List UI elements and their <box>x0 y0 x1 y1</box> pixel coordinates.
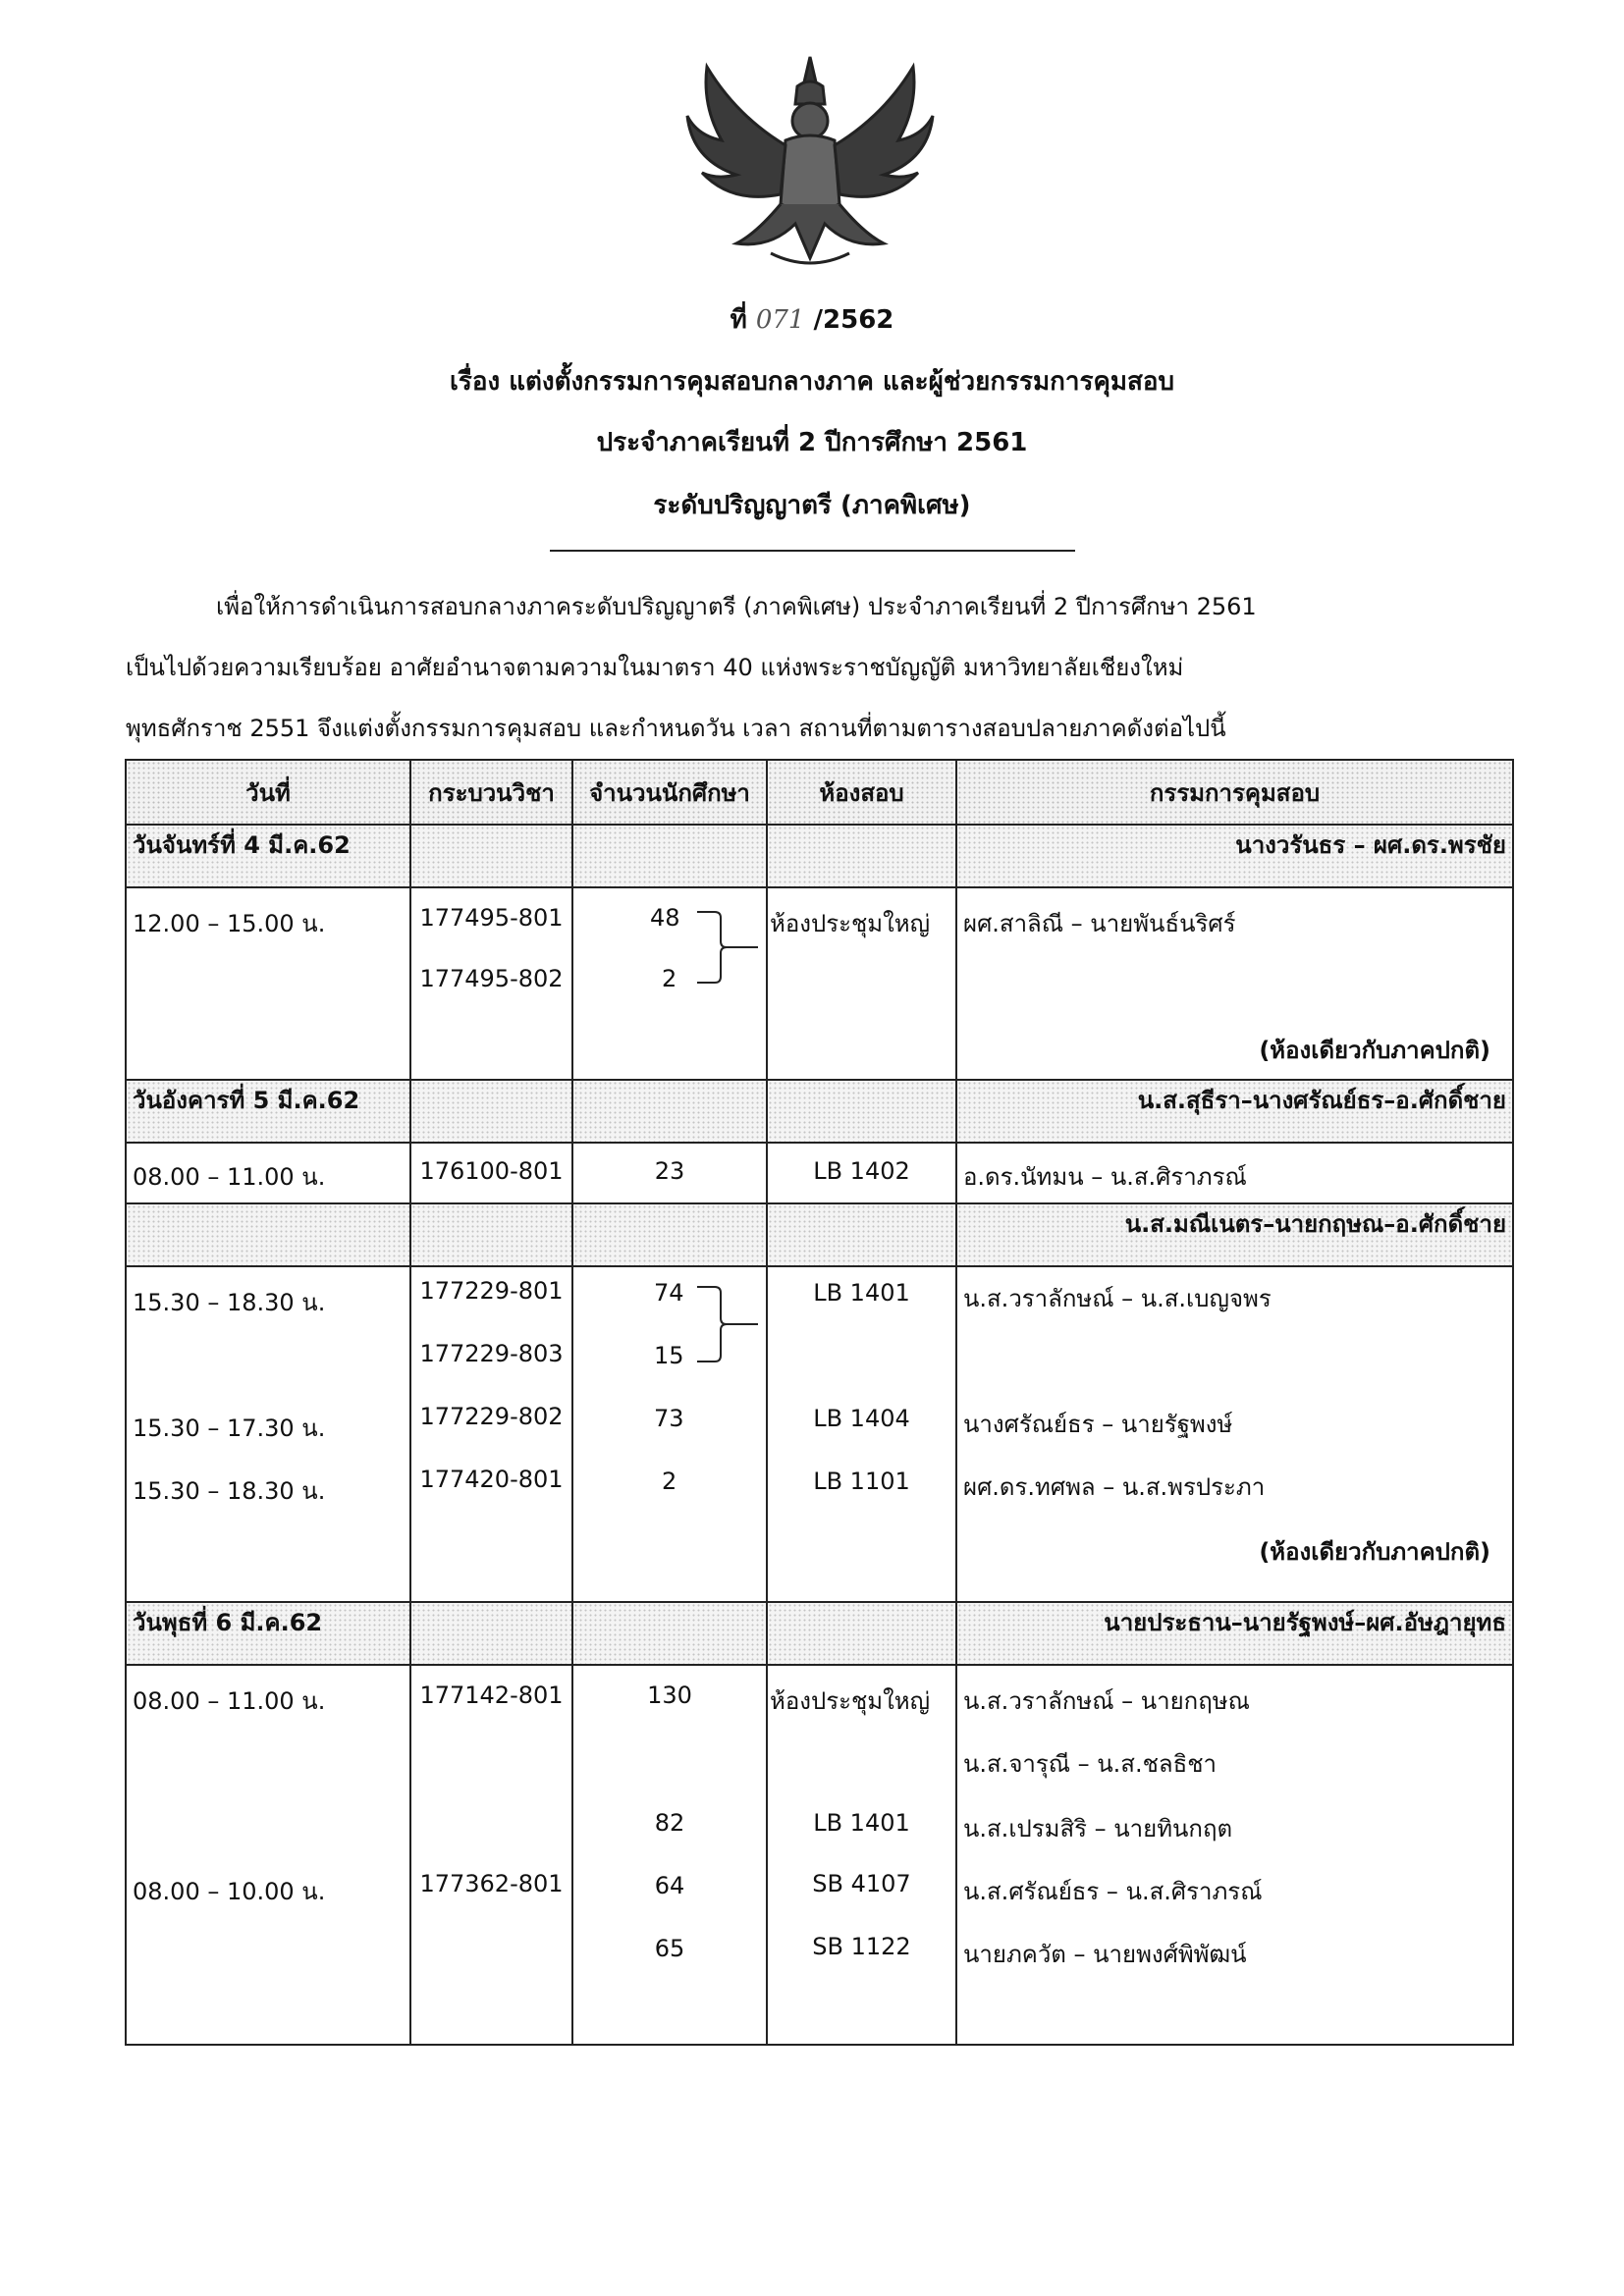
assistant-pair: นางศรัณย์ธร – นายรัฐพงษ์ <box>963 1411 1233 1438</box>
assistant-pair: น.ส.จารุณี – น.ส.ชลธิชา <box>963 1750 1217 1778</box>
course-code: 177229-803 <box>419 1340 564 1367</box>
group-invigilators: น.ส.สุธีรา–นางศรัณย์ธร–อ.ศักดิ์ชาย <box>956 1080 1513 1143</box>
header-date: วันที่ <box>126 760 410 825</box>
subject-line: เรื่อง แต่งตั้งกรรมการคุมสอบกลางภาค และผู้ช่วยกรรมการคุมสอบ <box>450 367 1174 397</box>
doc-no-prefix: ที่ <box>730 305 747 335</box>
course-code: 177495-802 <box>419 965 564 992</box>
course-code: 177229-802 <box>419 1403 564 1430</box>
doc-no-suffix: /2562 <box>813 305 894 335</box>
table-row <box>126 887 1513 1080</box>
course-code: 177142-801 <box>419 1682 564 1709</box>
intro-paragraph-line-2: เป็นไปด้วยความเรียบร้อย อาศัยอำนาจตามความในมาตรา 40 แห่งพระราชบัญญัติ มหาวิทยาลัยเชียงใหม่ <box>126 654 1184 681</box>
group-date: วันจันทร์ที่ 4 มี.ค.62 <box>126 825 410 887</box>
exam-room: LB 1401 <box>813 1809 910 1837</box>
room-note: (ห้องเดียวกับภาคปกติ) <box>1259 1538 1490 1566</box>
group-invigilators: น.ส.มณีเนตร–นายกฤษณ–อ.ศักดิ์ชาย <box>956 1203 1513 1266</box>
exam-room: LB 1401 <box>813 1279 910 1307</box>
group-row-tuesday <box>126 1080 1513 1143</box>
assistant-pair: นายภควัต – นายพงศ์พิพัฒน์ <box>963 1941 1247 1968</box>
assistant-pair: ผศ.ดร.ทศพล – น.ส.พรประภา <box>963 1473 1266 1501</box>
exam-schedule-table <box>125 759 1514 2046</box>
level-line: ระดับปริญญาตรี (ภาคพิเศษ) <box>653 491 971 520</box>
exam-time: 15.30 – 17.30 น. <box>133 1415 326 1442</box>
student-count: 48 <box>650 904 680 932</box>
course-code: 177229-801 <box>419 1277 564 1305</box>
exam-room: ห้องประชุมใหญ่ <box>770 1687 931 1715</box>
exam-time: 12.00 – 15.00 น. <box>133 910 326 937</box>
assistant-pair: น.ส.วราลักษณ์ – น.ส.เบญจพร <box>963 1285 1272 1312</box>
table-row <box>126 1143 1513 1203</box>
assistant-pair: อ.ดร.นัทมน – น.ส.ศิราภรณ์ <box>963 1163 1247 1191</box>
course-code: 177362-801 <box>419 1870 564 1897</box>
exam-room: SB 1122 <box>812 1933 911 1960</box>
exam-time: 15.30 – 18.30 น. <box>133 1477 326 1505</box>
student-count: 15 <box>654 1342 684 1369</box>
student-count: 2 <box>662 1468 677 1495</box>
group-invigilators: นายประธาน–นายรัฐพงษ์–ผศ.อัษฎายุทธ <box>956 1602 1513 1665</box>
header-room: ห้องสอบ <box>767 760 956 825</box>
exam-room: LB 1402 <box>813 1157 910 1185</box>
doc-no-number: 071 <box>755 305 805 335</box>
header-invigilators: กรรมการคุมสอบ <box>956 760 1513 825</box>
exam-room: LB 1101 <box>813 1468 910 1495</box>
group-date: วันอังคารที่ 5 มี.ค.62 <box>126 1080 410 1143</box>
group-row-monday <box>126 825 1513 887</box>
table-row <box>126 1266 1513 1602</box>
student-count: 73 <box>654 1405 684 1432</box>
student-count: 130 <box>647 1682 692 1709</box>
assistant-pair: น.ส.วราลักษณ์ – นายกฤษณ <box>963 1687 1250 1715</box>
course-code: 177495-801 <box>419 904 564 932</box>
brace-icon <box>693 908 762 987</box>
room-note: (ห้องเดียวกับภาคปกติ) <box>1259 1037 1490 1064</box>
header-students: จำนวนนักศึกษา <box>572 760 767 825</box>
group-row-wednesday <box>126 1602 1513 1665</box>
title-divider <box>550 550 1075 552</box>
table-row <box>126 1665 1513 2045</box>
term-line: ประจำภาคเรียนที่ 2 ปีการศึกษา 2561 <box>596 428 1028 457</box>
exam-time: 15.30 – 18.30 น. <box>133 1289 326 1316</box>
group-invigilators: นางวรันธร – ผศ.ดร.พรชัย <box>956 825 1513 887</box>
garuda-emblem-icon <box>677 47 943 278</box>
course-code: 177420-801 <box>419 1466 564 1493</box>
course-code: 176100-801 <box>419 1157 564 1185</box>
exam-room: LB 1404 <box>813 1405 910 1432</box>
assistant-pair: ผศ.สาลิณี – นายพันธ์นริศร์ <box>963 910 1236 937</box>
student-count: 65 <box>654 1935 685 1962</box>
student-count: 2 <box>662 965 677 992</box>
assistant-pair: น.ส.เปรมสิริ – นายทินกฤต <box>963 1815 1233 1842</box>
group-row-tuesday-evening <box>126 1203 1513 1266</box>
intro-paragraph-line-3: พุทธศักราช 2551 จึงแต่งตั้งกรรมการคุมสอบ และกำหนดวัน เวลา สถานที่ตามตารางสอบปลายภาคดังต่อไปนี้ <box>126 715 1226 742</box>
exam-time: 08.00 – 11.00 น. <box>133 1163 326 1191</box>
document-number <box>0 299 1624 340</box>
exam-room: ห้องประชุมใหญ่ <box>770 910 931 937</box>
brace-icon <box>693 1283 762 1365</box>
student-count: 23 <box>654 1157 685 1185</box>
assistant-pair: น.ส.ศรัณย์ธร – น.ส.ศิราภรณ์ <box>963 1878 1263 1905</box>
student-count: 74 <box>654 1279 684 1307</box>
student-count: 64 <box>654 1872 685 1899</box>
group-date <box>126 1203 410 1266</box>
intro-paragraph-line-1: เพื่อให้การดำเนินการสอบกลางภาคระดับปริญญาตรี (ภาคพิเศษ) ประจำภาคเรียนที่ 2 ปีการศึกษา 2561 <box>216 593 1257 620</box>
header-course: กระบวนวิชา <box>410 760 572 825</box>
exam-room: SB 4107 <box>812 1870 911 1897</box>
student-count: 82 <box>654 1809 685 1837</box>
exam-time: 08.00 – 10.00 น. <box>133 1878 326 1905</box>
table-header-row <box>126 760 1513 825</box>
group-date: วันพุธที่ 6 มี.ค.62 <box>126 1602 410 1665</box>
exam-time: 08.00 – 11.00 น. <box>133 1687 326 1715</box>
